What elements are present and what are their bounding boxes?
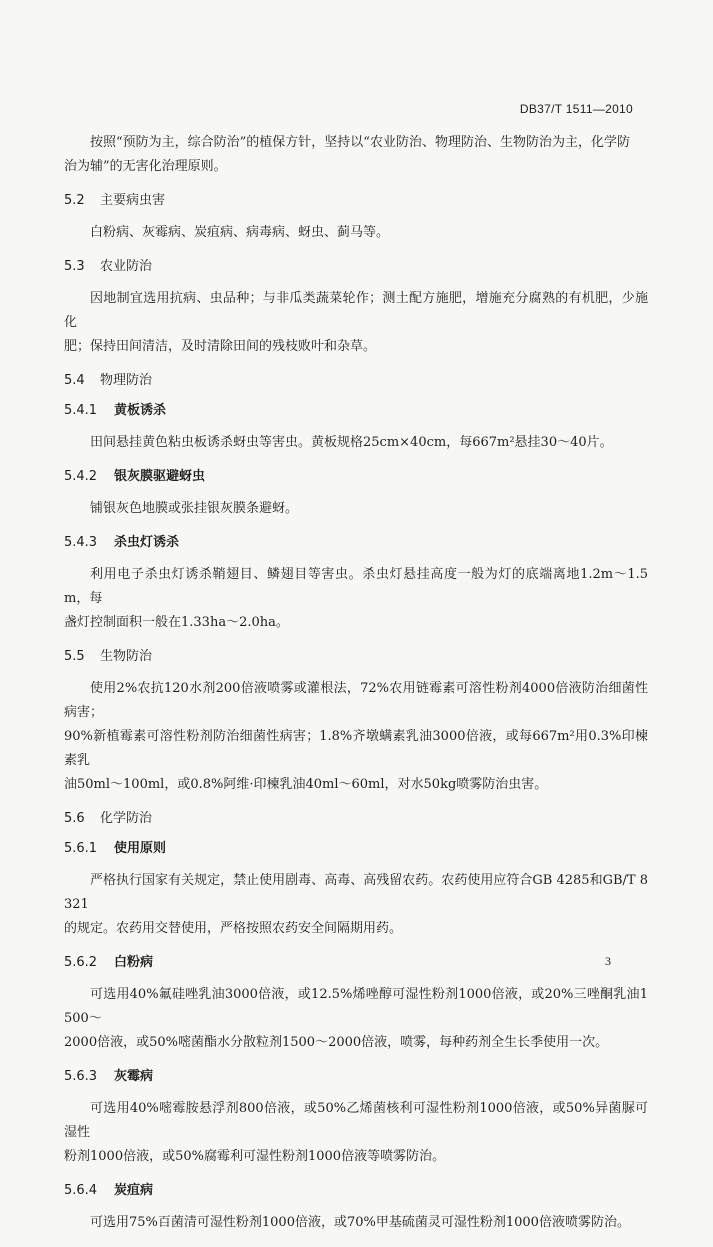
section-number: 5.2 <box>64 193 85 208</box>
section-number: 5.6 <box>64 811 85 826</box>
body-text <box>64 131 648 1247</box>
section-number: 5.3 <box>64 259 85 274</box>
section-title: 炭疽病 <box>114 1183 154 1198</box>
section-title: 灰霉病 <box>114 1069 154 1084</box>
paragraph <box>64 869 648 941</box>
paragraph <box>64 287 648 359</box>
section-title: 农业防治 <box>100 259 153 274</box>
section-number: 5.6.1 <box>64 841 98 856</box>
paragraph-line: 白粉病、灰霉病、炭疽病、病毒病、蚜虫、蓟马等。 <box>90 225 390 240</box>
paragraph-line: 因地制宜选用抗病、虫品种；与非瓜类蔬菜轮作；测土配方施肥，增施充分腐熟的有机肥，少施化 <box>64 291 648 330</box>
paragraph-line: 使用2%农抗120水剂200倍液喷雾或灌根法，72%农用链霉素可溶性粉剂4000倍液防治细菌性病害； <box>64 681 648 720</box>
section-heading <box>64 809 648 829</box>
section-title: 白粉病 <box>114 955 154 970</box>
paragraph <box>64 1097 648 1169</box>
paragraph-line: 利用电子杀虫灯诱杀鞘翅目、鳞翅目等害虫。杀虫灯悬挂高度一般为灯的底端离地1.2m～1.5m，每 <box>64 567 648 606</box>
paragraph-line: 肥；保持田间清洁，及时清除田间的残枝败叶和杂草。 <box>64 339 377 354</box>
section-heading <box>64 1067 648 1087</box>
page-number: 3 <box>605 954 611 968</box>
paragraph-line: 可选用75%百菌清可湿性粉剂1000倍液，或70%甲基硫菌灵可湿性粉剂1000倍液喷雾防治。 <box>90 1215 630 1230</box>
section-number: 5.4.3 <box>64 535 98 550</box>
section-heading <box>64 1181 648 1201</box>
section-title: 化学防治 <box>100 811 153 826</box>
section-number: 5.4 <box>64 373 85 388</box>
section-title: 杀虫灯诱杀 <box>114 535 180 550</box>
paragraph-line: 按照“预防为主，综合防治”的植保方针，坚持以“农业防治、物理防治、生物防治为主，化学防 <box>90 135 630 150</box>
paragraph-line: 油50ml～100ml，或0.8%阿维·印楝乳油40ml～60ml，对水50kg喷雾防治虫害。 <box>64 777 548 792</box>
paragraph-line: 治为辅”的无害化治理原则。 <box>64 159 227 174</box>
paragraph <box>64 983 648 1055</box>
section-number: 5.5 <box>64 649 85 664</box>
section-number: 5.4.2 <box>64 469 98 484</box>
paragraph-line: 粉剂1000倍液，或50%腐霉利可湿性粉剂1000倍液等喷雾防治。 <box>64 1149 446 1164</box>
section-heading <box>64 467 648 487</box>
section-title: 物理防治 <box>100 373 153 388</box>
paragraph-line: 的规定。农药用交替使用，严格按照农药安全间隔期用药。 <box>64 921 403 936</box>
section-number: 5.6.2 <box>64 955 98 970</box>
section-heading <box>64 401 648 421</box>
paragraph-line: 铺银灰色地膜或张挂银灰膜条避蚜。 <box>90 501 299 516</box>
paragraph <box>64 131 648 179</box>
paragraph-line: 可选用40%氟硅唑乳油3000倍液，或12.5%烯唑醇可湿性粉剂1000倍液，或20%三唑酮乳油1500～ <box>64 987 648 1026</box>
section-heading <box>64 191 648 211</box>
paragraph-line: 可选用40%嘧霉胺悬浮剂800倍液，或50%乙烯菌核利可湿性粉剂1000倍液，或50%异菌脲可湿性 <box>64 1101 648 1140</box>
section-number: 5.6.4 <box>64 1183 98 1198</box>
paragraph-line: 盏灯控制面积一般在1.33ha～2.0ha。 <box>64 615 289 630</box>
paragraph <box>64 431 648 455</box>
paragraph <box>64 497 648 521</box>
paragraph <box>64 221 648 245</box>
paragraph <box>64 563 648 635</box>
section-heading <box>64 371 648 391</box>
section-title: 黄板诱杀 <box>114 403 167 418</box>
standard-code: DB37/T 1511—2010 <box>519 102 633 116</box>
section-heading <box>64 953 648 973</box>
paragraph <box>64 1211 648 1235</box>
section-heading <box>64 647 648 667</box>
section-title: 主要病虫害 <box>100 193 166 208</box>
section-heading <box>64 839 648 859</box>
paragraph-line: 严格执行国家有关规定，禁止使用剧毒、高毒、高残留农药。农药使用应符合GB 4285和GB/T 8321 <box>64 873 648 912</box>
paragraph-line: 2000倍液，或50%嘧菌酯水分散粒剂1500～2000倍液，喷雾，每种药剂全生长季使用一次。 <box>64 1035 609 1050</box>
section-number: 5.6.3 <box>64 1069 98 1084</box>
section-heading <box>64 257 648 277</box>
paragraph <box>64 677 648 797</box>
paragraph-line: 90%新植霉素可溶性粉剂防治细菌性病害；1.8%齐墩螨素乳油3000倍液，或每667m²用0.3%印楝素乳 <box>64 729 648 768</box>
section-title: 生物防治 <box>100 649 153 664</box>
section-heading <box>64 533 648 553</box>
paragraph-line: 田间悬挂黄色粘虫板诱杀蚜虫等害虫。黄板规格25cm×40cm，每667m²悬挂30～40片。 <box>90 435 613 450</box>
section-title: 银灰膜驱避蚜虫 <box>114 469 206 484</box>
section-number: 5.4.1 <box>64 403 98 418</box>
section-title: 使用原则 <box>114 841 167 856</box>
